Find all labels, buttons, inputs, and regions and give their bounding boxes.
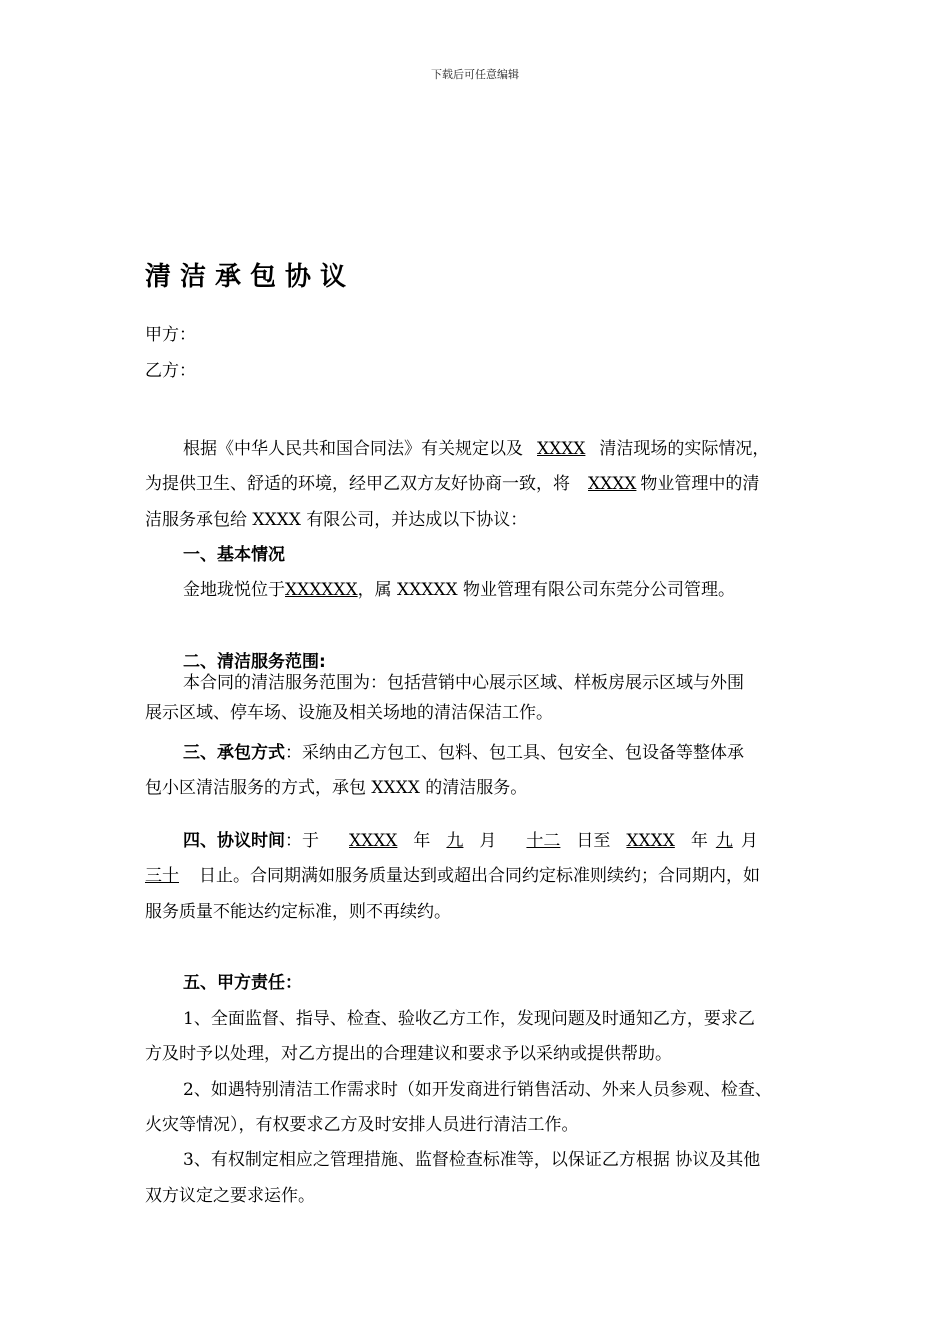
start-day: 十二 <box>526 831 561 851</box>
section-4-line-1: 四、协议时间：于 XXXX 年 九 月 十二 日至 XXXX 年 九 月 <box>183 831 758 851</box>
intro-line-3: 洁服务承包给 XXXX 有限公司，并达成以下协议： <box>145 510 528 530</box>
document-title: 清洁承包协议 <box>145 262 356 292</box>
section-5-heading: 五、甲方责任： <box>183 973 302 993</box>
section-5-item-2-line-1: 2、如遇特别清洁工作需求时（如开发商进行销售活动、外来人员参观、检查、 <box>183 1080 772 1100</box>
section-5-item-2-line-2: 火灾等情况），有权要求乙方及时安排人员进行清洁工作。 <box>145 1115 579 1135</box>
section-5-item-1-line-1: 1、全面监督、指导、检查、验收乙方工作，发现问题及时通知乙方，要求乙 <box>183 1009 755 1029</box>
party-a-label: 甲方： <box>145 325 196 345</box>
intro-line-2: 为提供卫生、舒适的环境，经甲乙双方友好协商一致，将 XXXX 物业管理中的清 <box>145 474 760 494</box>
intro-line-1: 根据《中华人民共和国合同法》有关规定以及 XXXX 清洁现场的实际情况， <box>183 439 770 459</box>
start-year: XXXX <box>349 831 398 851</box>
end-year: XXXX <box>626 831 675 851</box>
section-2-line-1: 本合同的清洁服务范围为：包括营销中心展示区域、样板房展示区域与外围 <box>183 673 744 693</box>
end-month: 九 <box>715 831 733 851</box>
intro-blank-2: XXXX <box>588 474 637 494</box>
section-4-line-3: 服务质量不能达约定标准，则不再续约。 <box>145 902 451 922</box>
section-4-heading: 四、协议时间 <box>183 831 285 851</box>
page-header: 下载后可任意编辑 <box>431 68 519 81</box>
section-1-line-1: 金地珑悦位于XXXXXX，属 XXXXX 物业管理有限公司东莞分公司管理。 <box>183 580 735 600</box>
section-3-line-1: 三、承包方式：采纳由乙方包工、包料、包工具、包安全、包设备等整体承 <box>183 743 744 763</box>
party-b-label: 乙方： <box>145 361 196 381</box>
section-4-line-2: 三十 日止。合同期满如服务质量达到或超出合同约定标准则续约；合同期内，如 <box>145 866 760 886</box>
section-1-heading: 一、基本情况 <box>183 545 285 565</box>
section-3-line-2: 包小区清洁服务的方式，承包 XXXX 的清洁服务。 <box>145 778 528 798</box>
intro-blank-1: XXXX <box>537 439 586 459</box>
location-blank: XXXXXX <box>285 580 358 600</box>
section-5-item-3-line-1: 3、有权制定相应之管理措施、监督检查标准等，以保证乙方根据 协议及其他 <box>183 1150 761 1170</box>
section-2-heading: 二、清洁服务范围: <box>183 652 326 672</box>
section-3-heading: 三、承包方式 <box>183 743 285 763</box>
start-month: 九 <box>446 831 464 851</box>
section-2-line-2: 展示区域、停车场、设施及相关场地的清洁保洁工作。 <box>145 703 553 723</box>
section-5-item-1-line-2: 方及时予以处理，对乙方提出的合理建议和要求予以采纳或提供帮助。 <box>145 1044 672 1064</box>
end-day: 三十 <box>145 866 179 886</box>
section-5-item-3-line-2: 双方议定之要求运作。 <box>145 1186 315 1206</box>
